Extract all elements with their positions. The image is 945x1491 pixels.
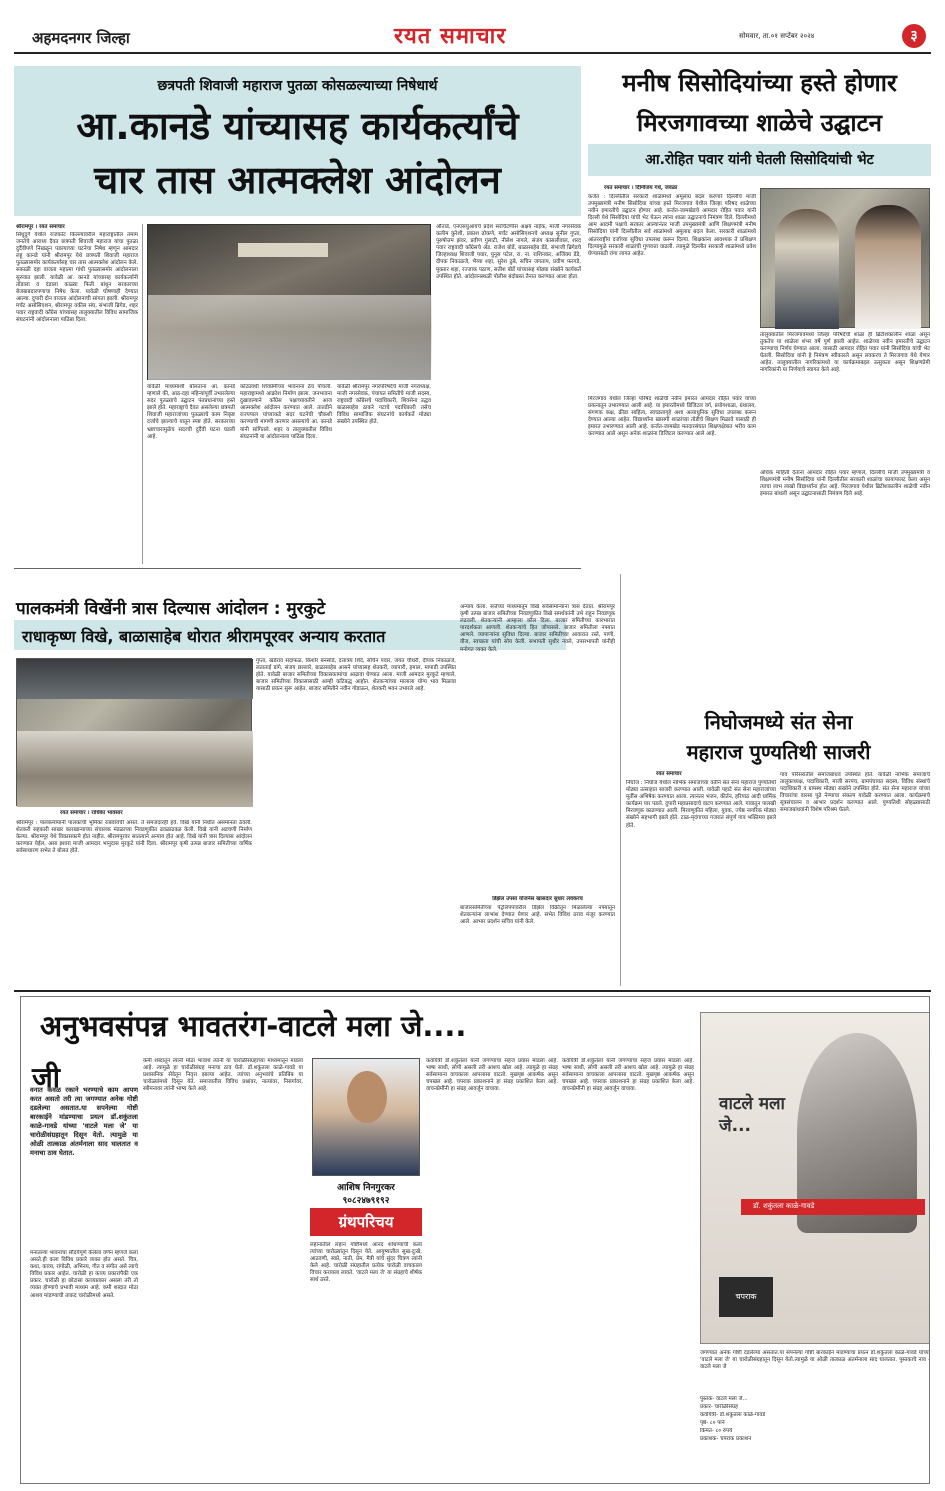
story2-body-a: कर्जत : दिल्लीतील सरकारी शाळांमध्ये अमूलाग्र बदल करणारे दिल्लीचे माजी उपमुख्यमंत्री मनीष सिसोदिया यांच्या हस्ते मिरजगाव येथील जिल्हा परिषद शाळेच्या नवीन इमारतीचे उद्घाटन होणार आहे. कर्जत-जामखेडचे आमदार रोहित पवार यांनी दिल्ली येथे सिसोदिया यांची भेट घेऊन त्यांना शाळा उद्घाटनाचे निमंत्रण दिले. दिल्लीमध्ये आम आदमी पक्षाचे सरकार आल्यानंतर माजी उपमुख्यमंत्री आणि शिक्षणमंत्री मनीष सिसोदिया यांनी दिल्लीतील सर्व शाळांमध्ये अमूलाग्र बदल केला. सरकारी शाळांमध्ये आंतरराष्ट्रीय दर्जाच्या सुविधा उपलब्ध करून दिल्या. शिक्षकांना आवश्यक ते प्रशिक्षण दिल्यामुळे सरकारी शाळांची गुणवत्ता वाढली. त्यामुळे दिल्लीत सरकारी शाळांमध्ये प्रवेश घेण्यासाठी रांगा लागत आहेत. — [588, 194, 756, 257]
book-cover-author: डॉ. शकुंतला काळे-गावडे — [753, 1202, 815, 1210]
story1-headline-line1: आ.कानडे यांच्यासह कार्यकर्त्यांचे — [76, 104, 519, 148]
book-meta-4: पृष्ठे- ८० पाने — [700, 1420, 725, 1426]
canopy-in-photo — [17, 659, 253, 699]
book-meta-3: कवयित्री- डॉ.शकुंतला काळे-गावडे — [700, 1412, 766, 1418]
story5-body-d: कवयित्री डॉ.शकुंतला यांनी जगण्याचा सहज प्रवास मांडला आहे. भाषा साधी, सोपी असली तरी आशय खोल आहे. त्यामुळे हा संग्रह सर्वसामान्य वाचकाला आपलासा वाटतो. मुखपृष्ठ आकर्षक असून चपखल आहे. चपराक प्रकाशनाने हा संग्रह प्रकाशित केला आहे. वाचनप्रेमींनी हा संग्रह आवर्जून वाचावा. — [426, 1058, 558, 1093]
story3-subhead-2: डिझेल उपसा योजनेस खासदार सुधार लवकरच — [492, 896, 583, 902]
page-number: ३ — [910, 28, 918, 44]
story4-headline-line1: निघोजमध्ये संत सेना — [704, 710, 853, 734]
author-phone: ९०८२४७९१९२ — [342, 1196, 390, 1206]
masthead-district: अहमदनगर जिल्हा — [32, 29, 130, 47]
story2-headline-line1: मनीष सिसोदियांच्या हस्ते होणार — [622, 69, 897, 97]
person-right-in-photo — [855, 205, 921, 329]
masthead-title: रयत समाचार — [394, 24, 507, 49]
story3-body-d: बाजारसमितीच्या पेट्रोलपंपावरील डिझेल विक्रीतून मिळालेल्या नफ्यातून शेतकऱ्यांना लाभांश देण्यात येणार आहे. सभेत विविध ठराव मंजूर करण्यात आले. आभार प्रदर्शन सचिव यांनी केले. — [460, 905, 615, 926]
book-meta-1: पुस्तक- वाटले मला जे... — [700, 1396, 748, 1402]
author-name: आशिष निनगुरकर — [337, 1183, 395, 1193]
masthead-date: सोमवार, ता.०१ सप्टेंबर २०२४ — [739, 32, 815, 40]
story4-headline-line2: महाराज पुण्यतिथी साजरी — [686, 740, 871, 764]
story2-subhead: आ.रोहित पवार यांनी घेतली सिसोदियांची भेट — [645, 152, 874, 168]
story2-dateline: रयत समाचार । दिग्विजय गंधे, जवळा — [604, 185, 678, 191]
story5-dropcap: जी — [32, 1061, 61, 1094]
book-meta-6: प्रकाशक- चपराक प्रकाशन — [700, 1436, 752, 1442]
story4-dateline: रयत समाचार — [656, 771, 682, 777]
book-cover-publisher-text: चपराक — [735, 1292, 757, 1301]
story2-subhead-box — [588, 144, 931, 176]
banner-in-photo — [238, 243, 328, 257]
crowd-in-photo — [148, 295, 432, 381]
story5-body-c: लहानातील लहान गोष्टींमध्ये आनंद शोधण्याची कला त्यांच्या चारोळ्यांतून दिसून येते. आयुष्यातील सुख-दुःखे, आठवणी, स्वप्ने, नाती, प्रेम, मैत्री यांचे सुंदर चित्रण त्यांनी केले आहे. चारोळी संग्रहातील प्रत्येक चारोळी वाचकाला विचार करायला लावते. 'वाटले मला जे' या संग्रहाचे शीर्षक सार्थ ठरते. — [310, 1242, 422, 1284]
book-meta-5: किंमत- ८० रुपये — [700, 1428, 733, 1434]
story3-meeting-photo — [16, 658, 252, 806]
review-banner-text: ग्रंथपरिचय — [338, 1213, 394, 1231]
story3-dateline: रयत समाचार । राधिका भावसार — [60, 810, 123, 816]
story1-body-d: यावेळी श्रीरामपूर नगरपरिषदेचे माजी नगराध्यक्ष, माजी नगरसेवक, पंचायत समितीचे माजी सदस्य, राष्ट्रवादी काँग्रेसचे पदाधिकारी, शिवसेना उद्धव बाळासाहेब ठाकरे गटाचे पदाधिकारी तसेच विविध सामाजिक संघटनांचे कार्यकर्ते मोठ्या संख्येने उपस्थित होते. — [337, 384, 431, 426]
column-rule — [620, 574, 621, 986]
story3-body-c: अन्याय केला. सत्तेच्या माध्यमातून विखे सर्वसामान्यांना त्रास देतात. श्रीरामपूर कृषी उत्पन्न बाजार समितीच्या निवडणुकीत विखे समर्थकांनी उभे राहून निवडणूक लढवली. शेतकऱ्यांनी आम्हाला कौल दिला. बाजार समितीच्या कारभारात पारदर्शकता आणली. शेतकऱ्यांचे हित जोपासले. बाजार समितीला नफ्यात आणले. व्यापाऱ्यांना सुविधा दिल्या. बाजार समितीच्या आवारात रस्ते, पाणी, वीज, स्वच्छता यांची सोय केली. सभापती सुधीर नवले, उपसभापती यांनीही मनोगत व्यक्त केले. — [460, 604, 615, 653]
story1-protest-photo — [147, 224, 431, 380]
story3-body-a: श्रीरामपूर : पालकमंत्र्यांनी पालकाची भूमिका राबवायची असते. ते समजदारही हवे. विखे यांनी निधीत असमानता ठेवली. शेतकरी सहकारी साखर कारखान्याच्या संचालक मंडळाच्या निवडणुकीत ढवळाढवळ केली. विखे यांनी अडचणी निर्माण केल्या. श्रीरामपूर येथे विकासकामे होत नाहीत. श्रीरामपूरवर सातत्याने अन्याय होत आहे. विखे यांनी त्रास दिल्यास आंदोलन करण्यात येईल, असा इशारा माजी आमदार भानुदास मुरकुटे यांनी दिला. श्रीरामपूर कृषी उत्पन्न बाजार समितीच्या वार्षिक सर्वसाधारण सभेत ते बोलत होते. — [16, 820, 252, 855]
story1-kicker: छत्रपती शिवाजी महाराज पुतळा कोसळल्याच्या निषेधार्थ — [157, 78, 438, 94]
section-rule — [14, 990, 931, 992]
story5-body-a: मनातल्या भावनांचा सौंदर्यपूर्ण केलेला वर्णन म्हणजे कला असते.ही कला विविध प्रकारे व्यक्त होत असते. चित्र, कथा, काव्य, रांगोळी, अभिनय, गीत व संगीत असे त्याचे विविध प्रकार आहेत. चारोळी हा काव्य प्रकारांपैकी एक प्रकार. चारोळी हा छोटासा काव्यप्रकार असला तरी तो व्यक्त होण्याचे प्रभावी माध्यम आहे. कमी शब्दात मोठा आशय मांडण्याची ताकद चारोळीमध्ये असते. — [30, 1250, 138, 1299]
story2-body-b: मिरजगाव येथील जिल्हा परिषद शाळेची नवीन इमारत आमदार रोहित पवार यांच्या प्रयत्नातून उभारण्यात आली आहे. या इमारतीमध्ये डिजिटल वर्ग, प्रयोगशाळा, ग्रंथालय, संगणक कक्ष, क्रीडा साहित्य, स्वच्छतागृहे अशा अत्याधुनिक सुविधा उपलब्ध करून देण्यात आल्या आहेत. विद्यार्थ्यांना खासगी शाळांच्या तोडीचे शिक्षण मिळावे यासाठी ही इमारत उभारण्यात आली आहे. कर्जत-जामखेड मतदारसंघात शिक्षणक्षेत्रात भरीव काम करण्यात आले असून अनेक शाळांना डिजिटल करण्यात आले आहे. — [588, 396, 756, 438]
audience-in-photo — [17, 731, 253, 807]
story3-headline: पालकमंत्री विखेंनी त्रास दिल्यास आंदोलन : मुरकुटे — [16, 599, 326, 619]
story2-photo — [760, 188, 930, 328]
story5-headline: अनुभवसंपन्न भावतरंग-वाटले मला जे.... — [40, 1009, 467, 1043]
story5-intro: वनात केवळ रकाने भरण्याचे काम आपण करत असतो तरी त्या जगण्यात अनेक गोष्टी दडलेल्या असतात.या सपनेल्या गोष्टी बारकाईने मांडण्याचा प्रयत्न डॉ.शकुंतला काळे-गावडे यांच्या 'वाटले मला जे' या चारोळीसंग्रहातून दिसून येतो. त्यामुळे या ओळी तात्काळ अंतर्मनाला साद घालतात व मनाचा ठाव घेतात. — [30, 1086, 138, 1157]
story1-body-c: कोट्यवधी शिवप्रेमींच्या भावनांना ठेच पोचली. महाराष्ट्रामध्ये आक्रोश निर्माण झाला. जनभावना दुखावल्याने काँग्रेस पक्षाच्यावतीने आज आत्मक्लेश आंदोलन करण्यात आले. तातडीने राज्यपाल यांच्याकडे सदर घटनेची चौकशी करण्याची मागणी करणार असल्याचे आ. कानडे यांनी सांगितले. शहर व तालुक्यातील विविध संघटनांनी या आंदोलनाला पाठिंबा दिला. — [240, 384, 332, 440]
story1-body-a: सिंधुदुर्ग येथील राजकोट किल्ल्यावरील महाराष्ट्रातील तमाम जनतेचे आराध्य दैवत छत्रपती शिवाजी महाराज यांचा पुतळा दुर्दैवीपणे निखळून पडल्याच्या घटनेचा निषेध म्हणून आमदार लहू कानडे यांनी श्रीरामपूर येथे छत्रपती शिवाजी महाराज पुतळ्यासमोर कार्यकर्त्यांसह चार तास आत्मक्लेश आंदोलन केले. सकाळी दहा वाजता महात्मा गांधी पुतळ्यासमोर आंदोलनाला सुरुवात झाली. यावेळी आ. कानडे यांच्यासह कार्यकर्त्यांनी तोंडाला व दंडाला काळ्या फिती बांधून सरकारच्या बेजबाबदारपणाचा निषेध केला. यावेळी घोषणाही देण्यात आल्या. दुपारी दोन वाजता आंदोलनाची सांगता झाली. श्रीरामपूर मर्चंट असोसिएशन, श्रीरामपूर वकील संघ, संभाजी ब्रिगेड, शहर पवार राष्ट्रवादी काँग्रेस यांच्यासह तालुक्यातील विविध सामाजिक संघटनांनी आंदोलनाला पाठिंबा दिला. — [16, 232, 138, 324]
story4-body-b: गाव परिसरातील समाजबांधव उपस्थित होते. यावेळी नाभिक समाजाचे तालुकाध्यक्ष, पदाधिकारी, माजी सरपंच, ग्रामपंचायत सदस्य, विविध संस्थांचे पदाधिकारी व ग्रामस्थ मोठ्या संख्येने उपस्थित होते. संत सेना महाराज यांच्या विचारांचा वारसा पुढे नेण्याचा संकल्प यावेळी करण्यात आला. कार्यक्रमाचे सूत्रसंचालन व आभार प्रदर्शन करण्यात आले. पुण्यतिथी सोहळ्यासाठी समाजबांधवांनी विशेष परिश्रम घेतले. — [780, 772, 930, 814]
story1-dateline — [16, 224, 136, 231]
book-cover-title: वाटले मला जे... — [719, 1094, 785, 1136]
story1-headline-line2: चार तास आत्मक्लेश आंदोलन — [94, 158, 501, 202]
story3-body-b: गुप्ता, खंडेराव सदाफळ, किशोर बनसोडे, दत्तात्रय शिंदे, सचिन पवार, जयंत चौधरी, दीपक निकाळजे, लताताई डांगे, संजय छल्लारे, बाळासाहेब आसने यांच्यासह शेतकरी, व्यापारी, हमाल, मापाडी उपस्थित होते. यावेळी बाजार समितीच्या विकासकामांचा आढावा घेण्यात आला. माजी आमदार मुरकुटे म्हणाले, बाजार समितीच्या विकासासाठी आम्ही कटिबद्ध आहोत. शेतकऱ्यांच्या मालाला योग्य भाव मिळावा यासाठी प्रयत्न सुरू आहेत. बाजार समितीने नवीन गोडाऊन, शेतकरी भवन उभारले आहे. — [256, 658, 456, 693]
story3-subhead: राधाकृष्ण विखे, बाळासाहेब थोरात श्रीरामपूरवर अन्याय करतात — [22, 627, 386, 646]
column-rule — [142, 224, 143, 564]
story1-bottom-rule — [14, 568, 581, 569]
story1-body-e: औताडे, एनएसयुआयचे प्रदेश सरचिटणीस अक्षय नाईक, माजी नगरसेवक कलीम कुरेशी, प्रकाश ढोकणे, मर्चंट असोसिएशनचे अध्यक्ष सुनील गुप्ता, पुरुषोत्तम झंवर, प्रवीण गुलाटी, नीलेश नागले, संजय कासलीवाल, शरद पवार राष्ट्रवादी काँग्रेसचे ॲड. राजेश बोर्डे, बाळासाहेब डेंडे, संभाजी ब्रिगेडचे जिल्हाध्यक्ष शिवाजी पवार, युनूस पटेल, रा. ना. राशिनकर, अजिंक्य डेंडे, दीपक निकाळजे, भैय्या शहा, सुरेश ठुबे, सचिन जगताप, प्रवीण फरगडे, मुक्तार शहा, रज्जाक पठाण, सतीश बोर्डे यांच्यासह मोठ्या संख्येने कार्यकर्ते उपस्थित होते. आंदोलनस्थळी पोलीस बंदोबस्त तैनात करण्यात आला होता. — [436, 224, 581, 280]
book-meta-2: प्रकार- चारोळीसंग्रह — [700, 1404, 738, 1410]
story5-body-e: कवयित्री डॉ.शकुंतला यांनी जगण्याचा सहज प्रवास मांडला आहे. भाषा साधी, सोपी असली तरी आशय खोल आहे. त्यामुळे हा संग्रह सर्वसामान्य वाचकाला आपलासा वाटतो. मुखपृष्ठ आकर्षक असून चपखल आहे. चपराक प्रकाशनाने हा संग्रह प्रकाशित केला आहे. वाचनप्रेमींनी हा संग्रह आवर्जून वाचावा. — [562, 1058, 694, 1093]
story5-body-b: कमी शब्दांतून त्यांनी मोठा भावार्थ त्यांनी या चारोळीसंग्रहाच्या माध्यमातून मांडला आहे. त्यामुळे हा चारोळीसंग्रह मनाचा ठाव घेतो. डॉ.शकुंतला काळे-गावडे या प्रशासनिक सेवेतून निवृत्त झाल्या आहेत. त्यांच्या अनुभवांचे प्रतिबिंब या चारोळ्यांमध्ये दिसून येते. समाजातील विविध प्रश्नांवर, नात्यांवर, निसर्गावर, स्त्रीमनावर त्यांनी भाष्य केले आहे. — [143, 1058, 303, 1093]
story2-body-c: तालुक्यातील मिरजगावमध्ये जिल्हा परिषदेची शाळा ही ब्रिटीशकालीन शाळा असून तुकतेच या शाळेला शंभर वर्षे पूर्ण झाली आहेत. शाळेच्या नवीन इमारतीचे उद्घाटन करण्याचा निर्णय घेण्यात आला. यासाठी आमदार रोहित पवार यांनी सिसोदिया यांची भेट घेतली. सिसोदिया यांनी हे निमंत्रण स्वीकारले असून लवकरच ते मिरजगाव येथे येणार आहेत. तालुक्यातील नागरिकांमध्ये या कार्यक्रमाबद्दल उत्सुकता असून शिक्षणप्रेमी नागरिकांनी या निर्णयाचे स्वागत केले आहे. — [760, 332, 930, 374]
story5-closing: जगण्यात अनेक गोष्टी दडलेल्या असतात.या सपनेल्या गोष्टी बारकाईने मांडण्याचा प्रयत्न डॉ.शकुंतला काळे-गावडे यांच्या 'वाटले मला जे' या चारोळीसंग्रहातून दिसून येतो.त्यामुळे या ओळी तात्काळ अंतर्मनाला साद घालतात. पुस्तकाचे नाव - वाटले मला जे — [700, 1350, 930, 1371]
story4-body-a: निघोज : निघोज येथील नाभिक समाजाच्या वतीने संत सेना महाराज पुण्यतिथी मोठ्या उत्साहात साजरी करण्यात आली. यावेळी पहाटे संत सेना महाराजांच्या मूर्तीस अभिषेक करण्यात आला. त्यानंतर भजन, कीर्तन, हरिपाठ आदी धार्मिक कार्यक्रम पार पडले. दुपारी महाप्रसादाचे वाटप करण्यात आले. गावातून पालखी मिरवणूक काढण्यात आली. मिरवणुकीत महिला, युवक, ज्येष्ठ नागरिक मोठ्या संख्येने सहभागी झाले होते. टाळ-मृदंगाच्या गजरात संपूर्ण गाव भक्तिमय झाले होते. — [626, 780, 776, 829]
story2-body-d: अधिक माहिती देताना आमदार रोहित पवार म्हणाले, दिल्लीचे माजी उपमुख्यमंत्री व शिक्षणमंत्री मनीष सिसोदिया यांनी दिल्लीतील सरकारी शाळांचा कायापालट केला असून त्याचा लाभ लाखो विद्यार्थ्यांना होत आहे. मिरजगाव येथील ब्रिटीशकालीन शाळेची नवीन इमारत बांधली असून उद्घाटनासाठी निमंत्रण दिले आहे. — [760, 470, 930, 498]
story2-headline-line2: मिरजगावच्या शाळेचे उद्घाटन — [636, 109, 883, 137]
masthead — [14, 14, 931, 54]
story1-dateline-text: श्रीरामपूर । रयत समाचार — [16, 224, 65, 230]
masthead-rule — [14, 52, 931, 54]
story5-frame — [20, 996, 930, 1484]
story1-body-b: यावेळी माध्यमांशी बोलताना आ. कानडे म्हणाले की, आठ-दहा महिन्यांपूर्वी उभारलेल्या सदर पुतळ्याचे उद्घाटन पंतप्रधानांच्या हस्ते झाले होते. महाराष्ट्राचे दैवत असलेल्या छत्रपती शिवाजी महाराजांच्या पुतळ्याचे काम निकृष्ट दर्जाचे झाल्याचे यातून स्पष्ट होते. सरकारच्या भ्रष्टाचारामुळेच सदरची दुर्दैवी घटना घडली आहे. — [147, 384, 235, 440]
person-left-in-photo — [775, 209, 839, 329]
page-number-badge — [902, 24, 926, 48]
